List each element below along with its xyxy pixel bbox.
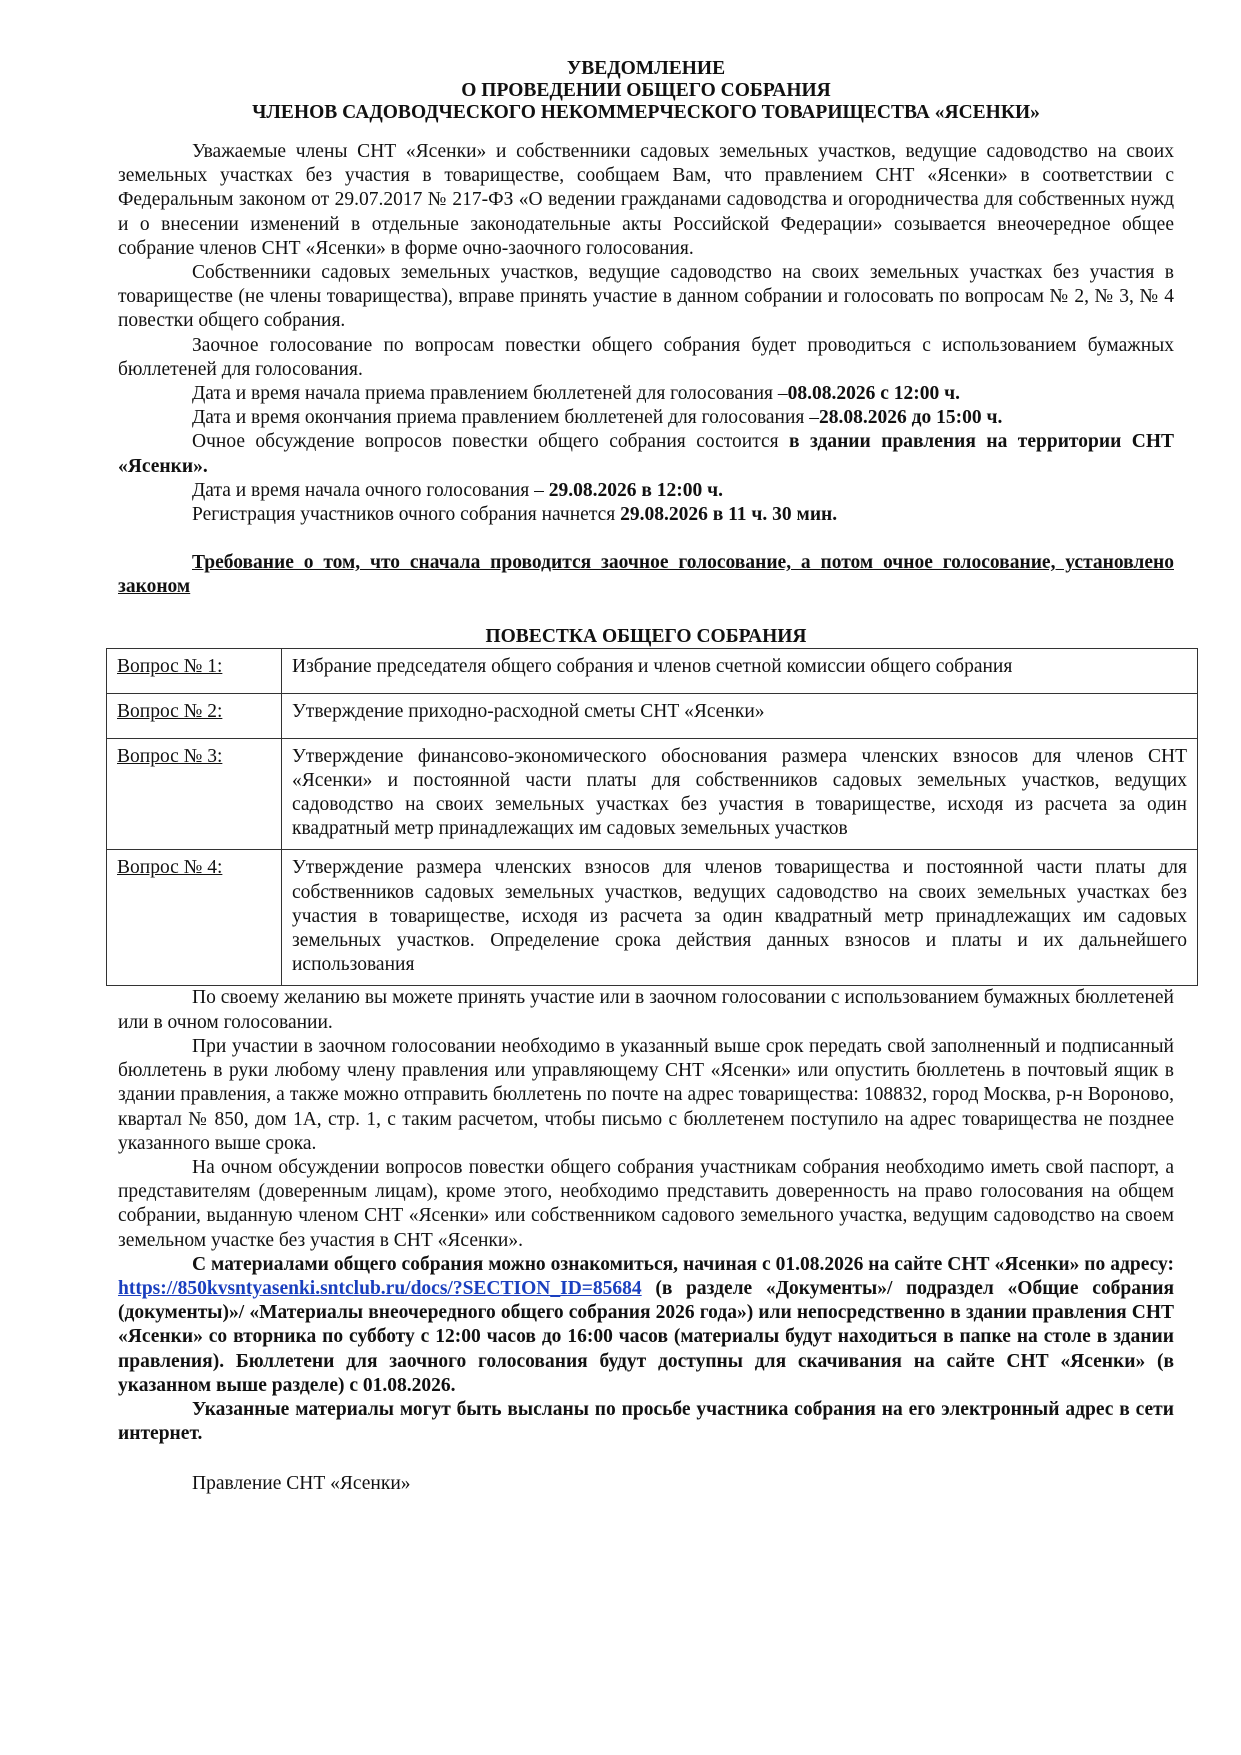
document-title <box>118 58 1174 124</box>
agenda-row <box>107 693 1198 738</box>
agenda-question-label: Вопрос № 3: <box>117 745 223 767</box>
in-person-voting-date: Дата и время начала очного голосования – 29.08.2026 в 12:00 ч. <box>192 479 724 501</box>
agenda-row <box>107 648 1198 693</box>
agenda-table <box>106 648 1198 987</box>
intro-paragraph: Уважаемые члены СНТ «Ясенки» и собственники садовых земельных участков, ведущие садоводство на своих земельных участках без участия в товариществе, сообщаем Вам, что правлением СНТ «Ясенки» в соответствии с Федеральным законом от 29.07.2017 № 217-ФЗ «О ведении гражданами садоводства и огородничества для собственных нужд и о внесении изменений в отдельные законодательные акты Российской Федерации» созывается внеочередное общее собрание членов СНТ «Ясенки» в форме очно-заочного голосования. <box>118 141 1174 259</box>
document-page <box>117 58 1187 1497</box>
registration-time: Регистрация участников очного собрания начнется 29.08.2026 в 11 ч. 30 мин. <box>192 504 838 526</box>
legal-requirement-note: Требование о том, что сначала проводится заочное голосование, а потом очное голосование, установлено законом <box>118 552 1174 598</box>
title-line-2: О ПРОВЕДЕНИИ ОБЩЕГО СОБРАНИЯ <box>461 80 831 101</box>
agenda-question-label: Вопрос № 2: <box>117 700 223 722</box>
agenda-title: ПОВЕСТКА ОБЩЕГО СОБРАНИЯ <box>485 625 807 647</box>
meeting-location: Очное обсуждение вопросов повестки общего собрания состоится в здании правления на территории СНТ «Ясенки». <box>118 431 1174 477</box>
non-members-paragraph: Собственники садовых земельных участков, ведущие садоводство на своих земельных участках без участия в товариществе (не члены товарищества), вправе принять участие в данном собрании и голосовать по вопросам № 2, № 3, № 4 повестки общего собрания. <box>118 262 1174 332</box>
agenda-row <box>107 850 1198 986</box>
agenda-question-text: Утверждение приходно-расходной сметы СНТ «Ясенки» <box>282 693 1198 738</box>
title-line-1: УВЕДОМЛЕНИЕ <box>566 58 726 79</box>
absentee-voting-paragraph: Заочное голосование по вопросам повестки общего собрания будет проводиться с использованием бумажных бюллетеней для голосования. <box>118 334 1174 380</box>
title-line-3: ЧЛЕНОВ САДОВОДЧЕСКОГО НЕКОММЕРЧЕСКОГО ТОВАРИЩЕСТВА «ЯСЕНКИ» <box>252 102 1040 123</box>
signature: Правление СНТ «Ясенки» <box>192 1473 411 1495</box>
ballot-end-date: Дата и время окончания приема правлением бюллетеней для голосования –28.08.2026 до 15:00 ч. <box>192 407 1003 429</box>
agenda-question-text: Избрание председателя общего собрания и членов счетной комиссии общего собрания <box>282 648 1198 693</box>
participation-options-paragraph: По своему желанию вы можете принять участие или в заочном голосовании с использованием бумажных бюллетеней или в очном голосовании. <box>118 987 1174 1033</box>
ballot-submission-paragraph: При участии в заочном голосовании необходимо в указанный выше срок передать свой заполненный и подписанный бюллетень в руки любому члену правления или управляющему СНТ «Ясенки» или опустить бюллетень в почтовый ящик в здании правления, а также можно отправить бюллетень по почте на адрес товарищества: 108832, город Москва, р-н Вороново, квартал № 850, дом 1А, стр. 1, с таким расчетом, чтобы письмо с бюллетенем поступило на адрес товарищества не позднее указанного выше срока. <box>118 1035 1174 1154</box>
agenda-row <box>107 738 1198 850</box>
agenda-question-label: Вопрос № 4: <box>117 857 223 879</box>
agenda-question-text: Утверждение размера членских взносов для членов товарищества и постоянной части платы для собственников садовых земельных участков, ведущих садоводство на своих земельных участках без участия в товариществе, исходя из расчета за один квадратный метр принадлежащих им садовых земельных участков. Определение срока действия данных взносов и платы и их дальнейшего использования <box>282 850 1198 986</box>
ballot-start-date: Дата и время начала приема правлением бюллетеней для голосования –08.08.2026 с 12:00 ч. <box>192 383 961 405</box>
materials-link[interactable]: https://850kvsntyasenki.sntclub.ru/docs/?SECTION_ID=85684 <box>118 1277 642 1299</box>
agenda-question-text: Утверждение финансово-экономического обоснования размера членских взносов для членов СНТ «Ясенки» и постоянной части платы для собственников садовых земельных участков, ведущих садоводство на своих земельных участках без участия в товариществе, исходя из расчета за один квадратный метр принадлежащих им садовых земельных участков <box>282 738 1198 850</box>
in-person-requirements-paragraph: На очном обсуждении вопросов повестки общего собрания участникам собрания необходимо иметь свой паспорт, а представителям (доверенным лицам), кроме этого, необходимо представить доверенность на право голосования на общем собрании, выданную членом СНТ «Ясенки» или собственником садового земельного участка, ведущим садоводство на своем земельном участке без участия в СНТ «Ясенки». <box>118 1156 1174 1251</box>
materials-paragraph: С материалами общего собрания можно ознакомиться, начиная с 01.08.2026 на сайте СНТ «Ясенки» по адресу: https://850kvsntyasenki.sntclub.ru/docs/?SECTION_ID=85684 (в разделе «Документы»/ подраздел «Общие собрания (документы)»/ «Материалы внеочередного общего собрания 2026 года») или непосредственно в здании правления СНТ «Ясенки» со вторника по субботу с 12:00 часов до 16:00 часов (материалы будут находиться в папке на столе в здании правления). Бюллетени для заочного голосования будут доступны для скачивания на сайте СНТ «Ясенки» (в указанном выше разделе) с 01.08.2026. <box>118 1253 1174 1396</box>
materials-email-paragraph: Указанные материалы могут быть высланы по просьбе участника собрания на его электронный адрес в сети интернет. <box>118 1398 1174 1445</box>
agenda-question-label: Вопрос № 1: <box>117 655 223 677</box>
